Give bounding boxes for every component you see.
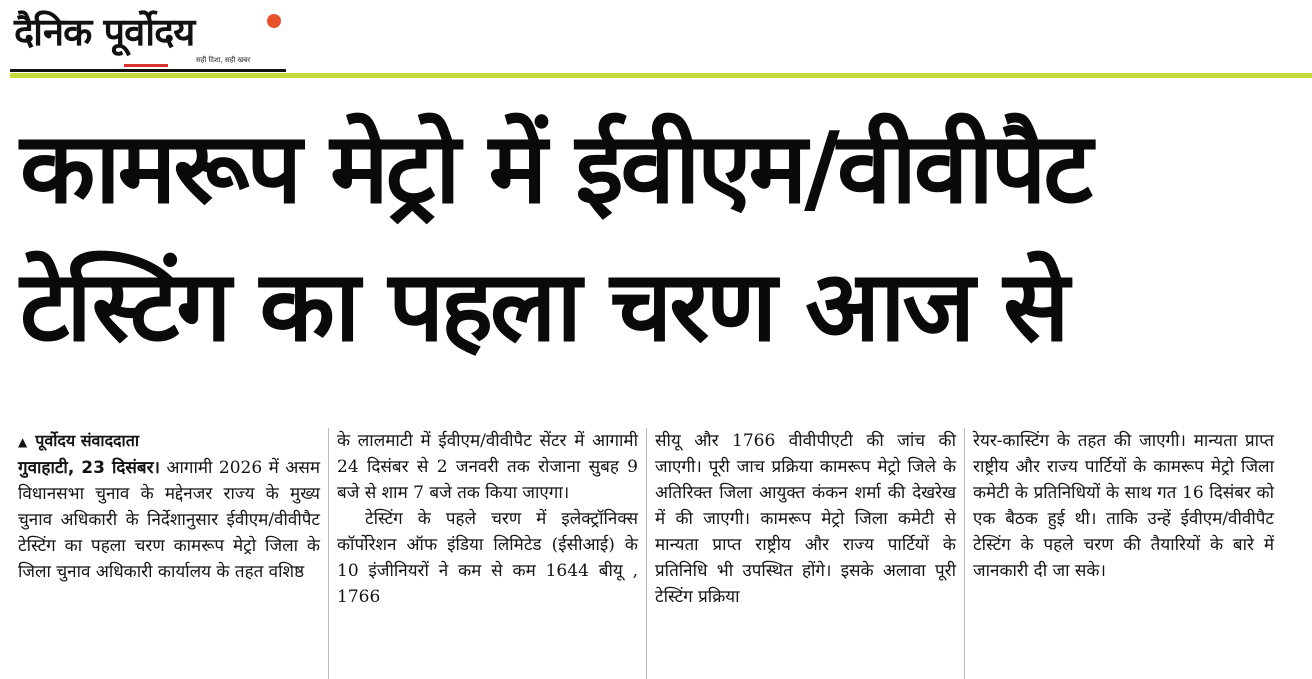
article-column-3	[646, 428, 964, 679]
article-body	[10, 428, 1312, 679]
byline	[18, 431, 139, 450]
byline-text: पूर्वोदय संवाददाता	[35, 431, 139, 450]
column-4-text: रेयर-कास्टिंग के तहत की जाएगी। मान्यता प्राप्त राष्ट्रीय और राज्य पार्टियों के कामरूप मेट्रो जिला कमेटी के प्रतिनिधियों के साथ गत 16 दिसंबर को एक बैठक हुई थी। ताकि उन्हें ईवीएम/वीवीपैट टेस्टिंग के पहले चरण की तैयारियों के बारे में जानकारी दी जा सके।	[973, 431, 1274, 581]
masthead-green-rule	[10, 73, 1312, 78]
masthead-black-rule	[10, 69, 286, 72]
triangle-up-icon: ▲	[18, 435, 28, 449]
dateline: गुवाहाटी, 23 दिसंबर।	[18, 458, 160, 478]
masthead	[0, 0, 1312, 80]
article-column-1	[10, 428, 328, 679]
article-column-4	[964, 428, 1282, 679]
article-headline	[20, 100, 1300, 376]
headline-line-1: कामरूप मेट्रो में ईवीएम/वीवीपैट	[20, 112, 1090, 226]
newspaper-tagline: सही दिशा, सही खबर	[196, 56, 251, 64]
article-column-2	[328, 428, 646, 679]
column-1-text: आगामी 2026 में असम विधानसभा चुनाव के मद्देनजर राज्य के मुख्य चुनाव अधिकारी के निर्देशानुसार ईवीएम/वीवीपैट टेस्टिंग का पहला चरण कामरूप मेट्रो जिला के जिला चुनाव अधिकारी कार्यालय के तहत वशिष्ठ	[18, 458, 320, 582]
masthead-red-strip	[124, 64, 168, 67]
column-2-paragraph-1: के लालमाटी में ईवीएम/वीवीपैट सेंटर में आगामी 24 दिसंबर से 2 जनवरी तक रोजाना सुबह 9 बजे से शाम 7 बजे तक किया जाएगा।	[337, 431, 638, 503]
logo-dot-icon	[267, 14, 281, 28]
column-3-text: सीयू और 1766 वीवीपीएटी की जांच की जाएगी। पूरी जाच प्रक्रिया कामरूप मेट्रो जिले के अतिरिक्त जिला आयुक्त कंकन शर्मा की देखरेख में की जाएगी। कामरूप मेट्रो जिला कमेटी से मान्यता प्राप्त राष्ट्रीय और राज्य पार्टियों के प्रतिनिधि भी उपस्थित होंगे। इसके अलावा पूरी टेस्टिंग प्रक्रिया	[655, 431, 956, 607]
column-2-paragraph-2: टेस्टिंग के पहले चरण में इलेक्ट्रॉनिक्स कॉर्पोरेशन ऑफ इंडिया लिमिटेड (ईसीआई) के 10 इंजीनियरों ने कम से कम 1644 बीयू , 1766	[337, 509, 638, 607]
newspaper-logo: दैनिक पूर्वोदय	[14, 10, 195, 54]
headline-line-2: टेस्टिंग का पहला चरण आज से	[20, 250, 1067, 364]
